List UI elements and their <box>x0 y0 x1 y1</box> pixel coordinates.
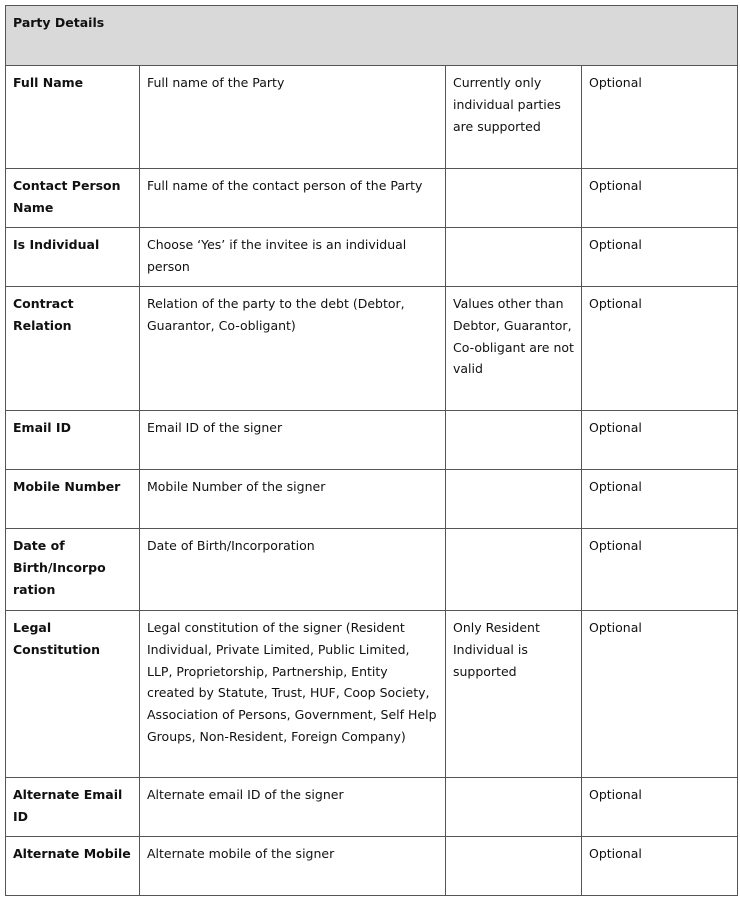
field-name-cell: Contract Relation <box>6 287 140 411</box>
remarks-cell <box>446 228 582 287</box>
field-name-cell: Date of Birth/Incorpo ration <box>6 529 140 611</box>
remarks-cell <box>446 411 582 470</box>
table-row <box>6 228 738 287</box>
requirement-cell: Optional <box>582 837 738 896</box>
remarks-cell: Values other than Debtor, Guarantor, Co-obligant are not valid <box>446 287 582 411</box>
remarks-cell: Currently only individual parties are supported <box>446 66 582 169</box>
remarks-cell <box>446 529 582 611</box>
field-name-cell: Alternate Email ID <box>6 778 140 837</box>
requirement-cell: Optional <box>582 411 738 470</box>
requirement-cell: Optional <box>582 611 738 778</box>
requirement-cell: Optional <box>582 287 738 411</box>
field-name-cell: Is Individual <box>6 228 140 287</box>
table-row <box>6 169 738 228</box>
description-cell: Date of Birth/Incorporation <box>140 529 446 611</box>
field-name-cell: Full Name <box>6 66 140 169</box>
description-cell: Choose ‘Yes’ if the invitee is an individual person <box>140 228 446 287</box>
field-name-cell: Alternate Mobile <box>6 837 140 896</box>
table-header-row <box>6 6 738 66</box>
requirement-cell: Optional <box>582 228 738 287</box>
requirement-cell: Optional <box>582 778 738 837</box>
table-row <box>6 470 738 529</box>
description-cell: Relation of the party to the debt (Debtor, Guarantor, Co-obligant) <box>140 287 446 411</box>
requirement-cell: Optional <box>582 470 738 529</box>
description-cell: Full name of the Party <box>140 66 446 169</box>
table-header-cell: Party Details <box>6 6 738 66</box>
party-details-table <box>5 5 738 896</box>
field-name-cell: Legal Constitution <box>6 611 140 778</box>
description-cell: Full name of the contact person of the Party <box>140 169 446 228</box>
table-row <box>6 837 738 896</box>
table-row <box>6 529 738 611</box>
remarks-cell: Only Resident Individual is supported <box>446 611 582 778</box>
remarks-cell <box>446 470 582 529</box>
table-row <box>6 66 738 169</box>
remarks-cell <box>446 837 582 896</box>
table-row <box>6 611 738 778</box>
description-cell: Alternate email ID of the signer <box>140 778 446 837</box>
remarks-cell <box>446 169 582 228</box>
remarks-cell <box>446 778 582 837</box>
field-name-cell: Email ID <box>6 411 140 470</box>
requirement-cell: Optional <box>582 529 738 611</box>
description-cell: Mobile Number of the signer <box>140 470 446 529</box>
requirement-cell: Optional <box>582 169 738 228</box>
table-row <box>6 411 738 470</box>
table-row <box>6 778 738 837</box>
description-cell: Legal constitution of the signer (Resident Individual, Private Limited, Public Limited, LLP, Proprietorship, Partnership, Entity created by Statute, Trust, HUF, Coop Society, Association of Persons, Government, Self Help Groups, Non-Resident, Foreign Company) <box>140 611 446 778</box>
description-cell: Alternate mobile of the signer <box>140 837 446 896</box>
table-row <box>6 287 738 411</box>
field-name-cell: Contact Person Name <box>6 169 140 228</box>
requirement-cell: Optional <box>582 66 738 169</box>
description-cell: Email ID of the signer <box>140 411 446 470</box>
field-name-cell: Mobile Number <box>6 470 140 529</box>
